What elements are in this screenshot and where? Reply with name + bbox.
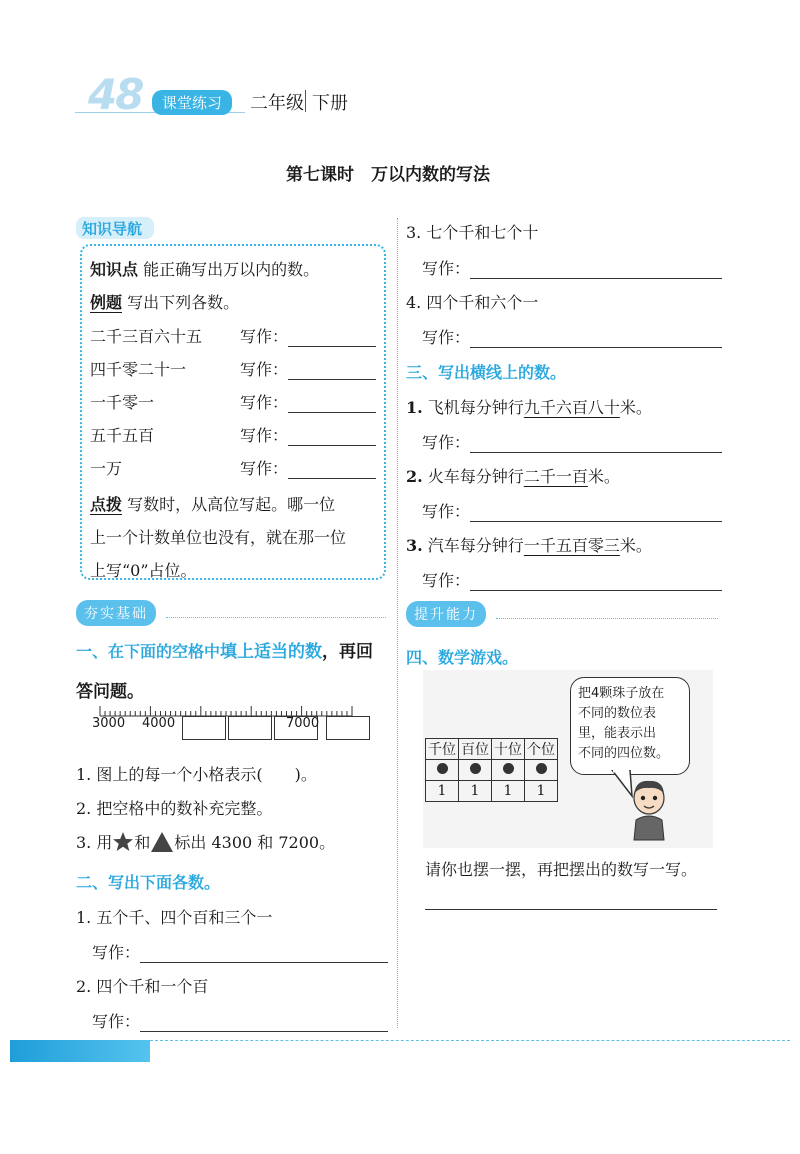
knowledge-example [90, 290, 239, 313]
write-label: 写作： [240, 327, 289, 346]
answer-line[interactable] [288, 460, 376, 479]
knowledge-point [90, 257, 319, 280]
point-label: 知识点 [90, 260, 139, 279]
q3-item-num: 2. [406, 467, 423, 486]
answer-line[interactable] [470, 503, 722, 522]
example-answer [240, 423, 376, 446]
bubble-line: 不同的数位表 [578, 706, 657, 721]
answer-line[interactable] [470, 329, 722, 348]
q3-item [406, 464, 620, 487]
bead-icon [503, 763, 514, 774]
ruler-blank-box[interactable] [182, 716, 226, 740]
place-header: 千位 [426, 739, 459, 760]
q2-title: 二、写出下面各数。 [76, 873, 221, 892]
tip-label: 点拨 [90, 495, 123, 514]
q1-title-cont: 答问题。 [76, 682, 144, 702]
write-label: 写作： [240, 426, 289, 445]
example-item-text: 一万 [90, 459, 123, 478]
write-label: 写作： [240, 360, 289, 379]
triangle-icon [150, 831, 174, 853]
q3-answer [422, 499, 722, 522]
q3-underlined-number: 二千一百 [523, 467, 588, 486]
q3-item-num: 3. [406, 536, 423, 555]
q3-item-text: 米。 [587, 467, 620, 486]
q4-instruction: 请你也摆一摆，再把摆出的数写一写。 [425, 860, 698, 879]
place-value: 1 [525, 781, 558, 802]
tip [90, 488, 380, 587]
example-label: 例题 [90, 293, 123, 312]
bead-icon [536, 763, 547, 774]
place-header: 十位 [492, 739, 525, 760]
example-item [90, 423, 154, 446]
place-value: 1 [459, 781, 492, 802]
answer-line[interactable] [470, 434, 722, 453]
q2-item: 1. 五个千、四个百和三个一 [76, 908, 273, 927]
example-item-text: 五千五百 [90, 426, 155, 445]
tip-line: 上写“0”占位。 [90, 561, 197, 580]
q1-item3-text: 3. 用 [76, 833, 113, 852]
write-label: 写作： [422, 433, 471, 452]
q3-item-text: 米。 [619, 398, 652, 417]
column-divider [397, 218, 398, 1028]
q1-title-c: ，再回 [322, 642, 374, 662]
q1-item: 2. 把空格中的数补充完整。 [76, 799, 273, 818]
q2-answer [422, 325, 722, 348]
write-label: 写作： [422, 259, 471, 278]
bead-cell [459, 760, 492, 781]
answer-line[interactable] [140, 944, 388, 963]
example-item-text: 一千零一 [90, 393, 155, 412]
q3-item-text: 米。 [619, 536, 652, 555]
number-ruler [90, 704, 370, 744]
write-label: 写作： [240, 459, 289, 478]
example-text: 写出下列各数。 [127, 293, 240, 312]
bead-icon [470, 763, 481, 774]
q3-answer [422, 430, 722, 453]
bubble-text [578, 684, 669, 764]
example-answer [240, 357, 376, 380]
write-label: 写作： [422, 571, 471, 590]
ability-rule [496, 618, 718, 619]
q1-title-b: 填上适当的数 [220, 642, 323, 662]
basics-pill: 夯实基础 [76, 600, 156, 626]
place-header: 百位 [459, 739, 492, 760]
q3-title: 三、写出横线上的数。 [406, 363, 567, 382]
bead-cell [426, 760, 459, 781]
place-value: 1 [492, 781, 525, 802]
header-grade: 二年级 [250, 93, 304, 114]
example-item-text: 四千零二十一 [90, 360, 187, 379]
example-item [90, 390, 154, 413]
q1-title [76, 637, 373, 662]
lesson-title: 第七课时 万以内数的写法 [286, 165, 490, 185]
q3-underlined-number: 九千六百八十 [523, 398, 620, 417]
knowledge-section-label: 知识导航 [82, 220, 143, 238]
q3-item-num: 1. [406, 398, 423, 417]
answer-line[interactable] [470, 260, 722, 279]
example-answer [240, 324, 376, 347]
tip-text: 写数时，从高位写起。哪一位 [127, 495, 336, 514]
q1-item3-text: 标出 4300 和 7200。 [174, 833, 336, 852]
bead-icon [437, 763, 448, 774]
bubble-line: 里，能表示出 [578, 726, 657, 741]
q3-item-text: 火车每分钟行 [427, 467, 524, 486]
q2-answer [92, 1009, 388, 1032]
place-header: 个位 [525, 739, 558, 760]
example-item [90, 324, 202, 347]
write-label: 写作： [92, 1012, 141, 1031]
example-item [90, 456, 122, 479]
bead-row [426, 760, 558, 781]
answer-line[interactable] [470, 572, 722, 591]
q2-item: 2. 四个千和一个百 [76, 977, 209, 996]
ruler-blank-box[interactable] [326, 716, 370, 740]
q1-title-a: 一、在下面的空格中 [76, 642, 221, 661]
place-value: 1 [426, 781, 459, 802]
q3-item-text: 飞机每分钟行 [427, 398, 524, 417]
q3-item-text: 汽车每分钟行 [427, 536, 524, 555]
ruler-blank-box[interactable] [228, 716, 272, 740]
footer-rule [150, 1040, 790, 1041]
example-item-text: 二千三百六十五 [90, 327, 203, 346]
example-item [90, 357, 186, 380]
place-value-table [425, 738, 558, 802]
q2-item: 3. 七个千和七个十 [406, 223, 539, 242]
q3-item [406, 395, 652, 418]
write-label: 写作： [92, 943, 141, 962]
q4-answer-line[interactable] [425, 909, 717, 910]
basics-rule [166, 617, 386, 618]
bubble-line: 把4颗珠子放在 [578, 686, 665, 701]
example-answer [240, 390, 376, 413]
q3-answer [422, 568, 722, 591]
q1-item3-text: 和 [134, 833, 151, 852]
ruler-label: 3000 [92, 716, 126, 731]
answer-line[interactable] [288, 328, 376, 347]
write-label: 写作： [422, 502, 471, 521]
q4-title: 四、数学游戏。 [406, 648, 519, 667]
q3-underlined-number: 一千五百零三 [523, 536, 620, 555]
bead-cell [492, 760, 525, 781]
answer-line[interactable] [140, 1013, 388, 1032]
q2-answer [422, 256, 722, 279]
write-label: 写作： [422, 328, 471, 347]
answer-line[interactable] [288, 394, 376, 413]
tip-line [90, 488, 380, 521]
header-badge: 课堂练习 [152, 90, 232, 115]
value-row [426, 781, 558, 802]
tip-line: 上一个计数单位也没有，就在那一位 [90, 528, 347, 547]
write-label: 写作： [240, 393, 289, 412]
q3-item [406, 533, 652, 556]
bead-cell [525, 760, 558, 781]
boy-illustration [626, 778, 672, 842]
ability-pill: 提升能力 [406, 601, 486, 627]
q2-item: 4. 四个千和六个一 [406, 293, 539, 312]
q1-item [76, 830, 335, 853]
q2-answer [92, 940, 388, 963]
footer-bar [10, 1040, 150, 1062]
page-number: 48 [88, 70, 143, 119]
q1-item: 1. 图上的每一个小格表示( )。 [76, 765, 317, 784]
header-volume: 下册 [312, 93, 348, 114]
bubble-line: 不同的四位数。 [578, 746, 670, 761]
answer-line[interactable] [288, 361, 376, 380]
point-text: 能正确写出万以内的数。 [143, 260, 320, 279]
answer-line[interactable] [288, 427, 376, 446]
ruler-label: 4000 [142, 716, 176, 731]
place-header-row [426, 739, 558, 760]
header-divider [305, 90, 306, 112]
star-icon [112, 831, 134, 853]
example-answer [240, 456, 376, 479]
ruler-label: 7000 [286, 716, 320, 731]
